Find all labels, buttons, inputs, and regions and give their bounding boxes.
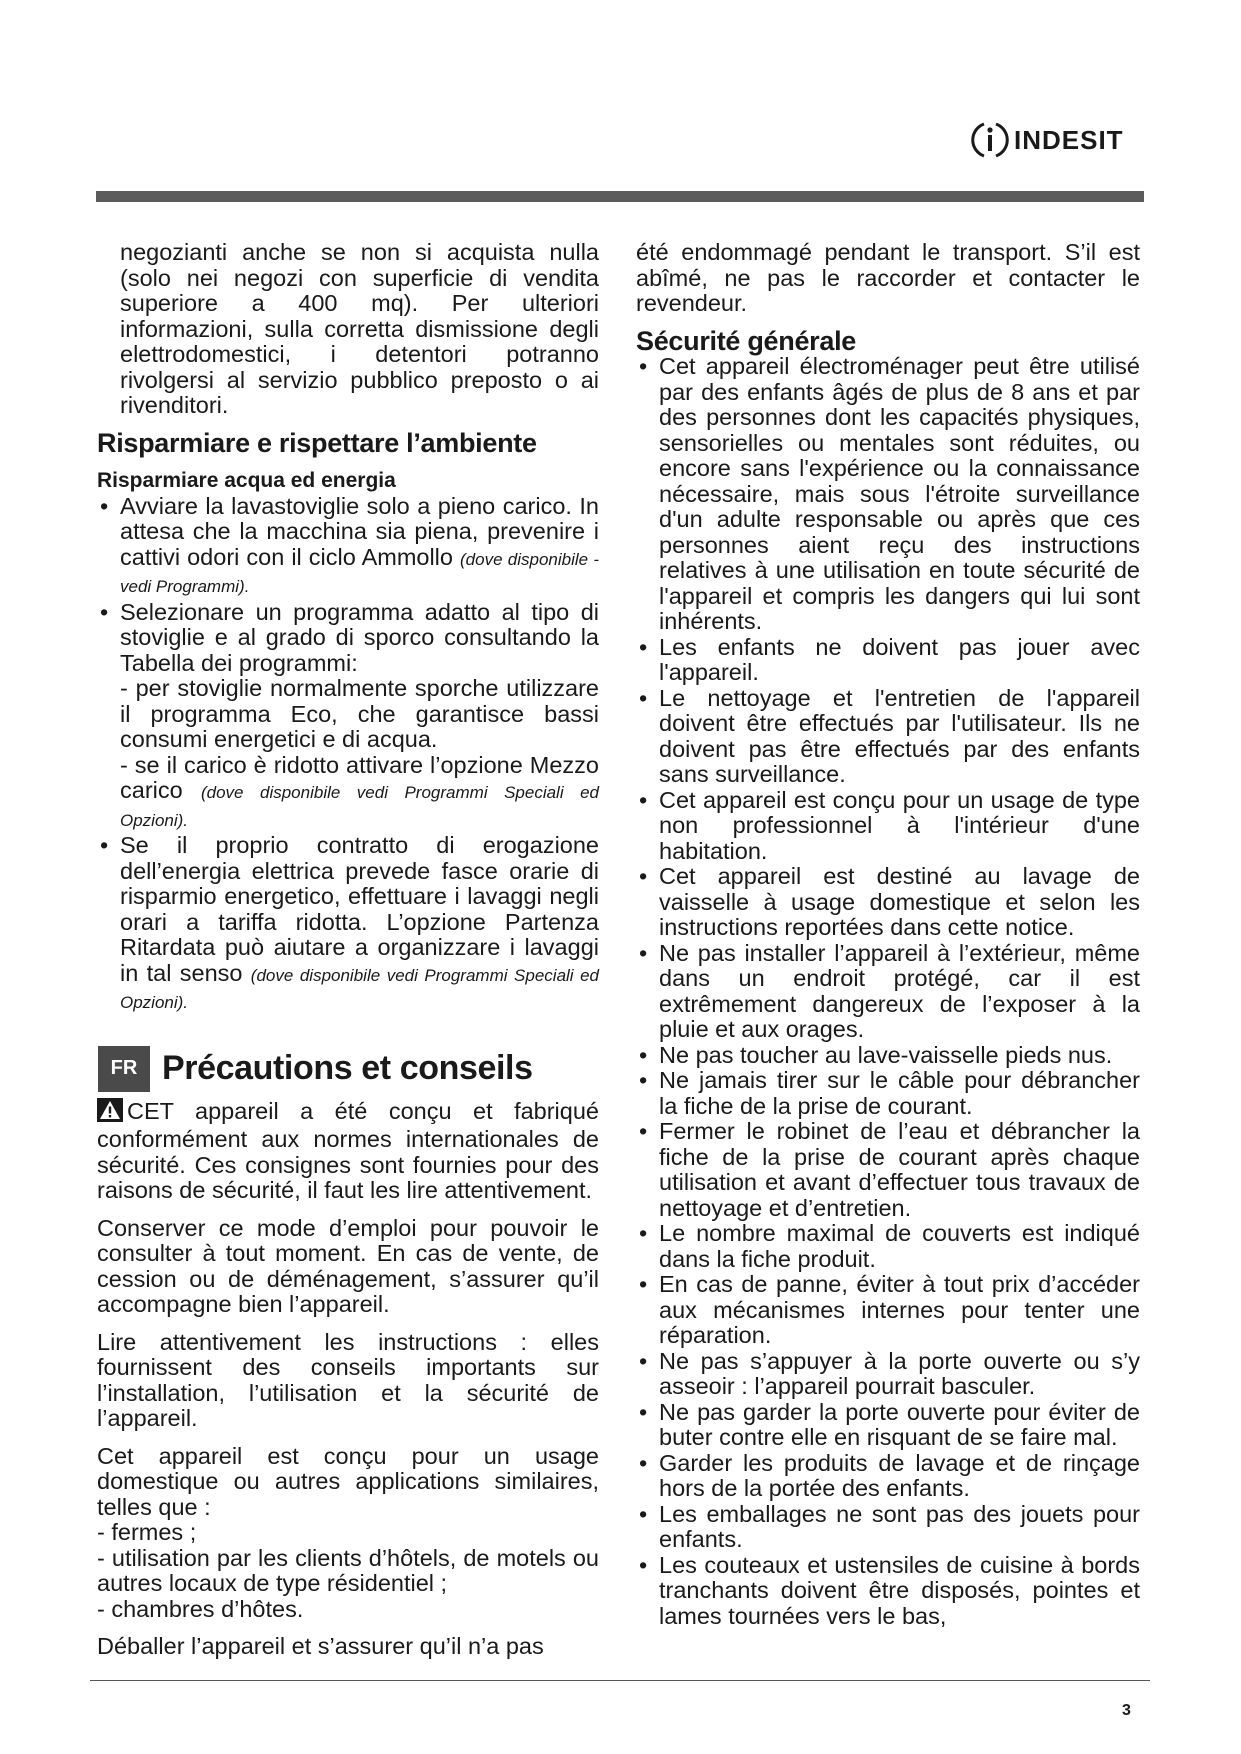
language-badge: FR xyxy=(98,1046,150,1092)
saving-tips-list xyxy=(97,494,599,1016)
safety-list xyxy=(636,354,1140,1629)
list-item: • Le nombre maximal de couverts est indiqué dans la fiche produit. xyxy=(636,1221,1140,1272)
list-item: • Garder les produits de lavage et de rinçage hors de la portée des enfants. xyxy=(636,1451,1140,1502)
right-column xyxy=(636,240,1140,1629)
footer-rule xyxy=(90,1680,1150,1681)
paragraph: Déballer l’appareil et s’assurer qu’il n’a pas xyxy=(97,1633,544,1659)
water-energy-subheading: Risparmiare acqua ed energia xyxy=(97,469,396,492)
list-item: • Ne pas s’appuyer à la porte ouverte ou s’y asseoir : l’appareil pourrait basculer. xyxy=(636,1349,1140,1400)
indesit-logo xyxy=(970,120,1124,160)
brand-name: INDESIT xyxy=(1014,124,1124,155)
list-item: • Ne pas toucher au lave-vaisselle pieds nus. xyxy=(636,1043,1140,1069)
environment-heading: Risparmiare e rispettare l’ambiente xyxy=(97,427,537,458)
list-item: • Ne jamais tirer sur le câble pour débrancher la fiche de la prise de courant. xyxy=(636,1068,1140,1119)
left-column xyxy=(97,240,599,1660)
section-title: Précautions et conseils xyxy=(162,1048,533,1087)
transport-paragraph: été endommagé pendant le transport. S’il est abîmé, ne pas le raccorder et contacter le revendeur. xyxy=(636,239,1140,316)
usage-paragraph: Cet appareil est conçu pour un usage domestique ou autres applications similaires, telles que : - fermes ; - utilisation par les clients d’hôtels, de motels ou autres locaux de type résidentiel ; - chambres d’hôtes. xyxy=(97,1442,599,1622)
list-item: • Selezionare un programma adatto al tipo di stoviglie e al grado di sporco consultando la Tabella dei programmi: - per stoviglie normalmente sporche utilizzare il programma Eco, che garantisce bassi consumi energetici e di acqua. - se il carico è ridotto attivare l’opzione Mezzo carico (dove disponibile vedi Programmi Speciali ed Opzioni). xyxy=(97,600,599,834)
warning-icon xyxy=(97,1098,123,1128)
list-item: • Le nettoyage et l'entretien de l'appareil doivent être effectués par l'utilisateur. Ils ne doivent pas être effectués par des enfants sans surveillance. xyxy=(636,686,1140,788)
list-item: • Les enfants ne doivent pas jouer avec l'appareil. xyxy=(636,635,1140,686)
list-item: • Cet appareil électroménager peut être utilisé par des enfants âgés de plus de 8 ans et par des personnes dont les capacités physiques, sensorielles ou mentales sont réduites, ou encore sans l'expérience ou la connaissance nécessaire, mais sous l'étroite surveillance d'un adulte responsable ou après que ces personnes aient reçu des instructions relatives à une utilisation en toute sécurité de l'appareil et compris les dangers qui lui sont inhérents. xyxy=(636,354,1140,635)
list-item: • Fermer le robinet de l’eau et débrancher la fiche de la prise de courant après chaque utilisation et avant d’effectuer tous travaux de nettoyage et d’entretien. xyxy=(636,1119,1140,1221)
intro-paragraph: CET appareil a été conçu et fabriqué conformément aux normes internationales de sécurité. Ces consignes sont fournies pour des raisons de sécurité, il faut les lire attentivement. xyxy=(97,1097,599,1203)
section-header-fr xyxy=(97,1046,599,1092)
page-number: 3 xyxy=(1122,1702,1131,1719)
paragraph: Lire attentivement les instructions : elles fournissent des conseils importants sur l’installation, l’utilisation et la sécurité de l’appareil. xyxy=(97,1328,599,1431)
list-item: • Cet appareil est destiné au lavage de vaisselle à usage domestique et selon les instructions reportées dans cette notice. xyxy=(636,864,1140,941)
list-item: • Les couteaux et ustensiles de cuisine à bords tranchants doivent être disposés, pointes et lames tournées vers le bas, xyxy=(636,1553,1140,1630)
list-item: • Ne pas garder la porte ouverte pour éviter de buter contre elle en risquant de se faire mal. xyxy=(636,1400,1140,1451)
list-item: • Les emballages ne sont pas des jouets pour enfants. xyxy=(636,1502,1140,1553)
indesit-i-icon xyxy=(970,120,1010,160)
list-item: • Avviare la lavastoviglie solo a pieno carico. In attesa che la macchina sia piena, prevenire i cattivi odori con il ciclo Ammollo (dove disponibile - vedi Programmi). xyxy=(97,494,599,600)
list-item: • Se il proprio contratto di erogazione dell’energia elettrica prevede fasce orarie di risparmio energetico, effettuare i lavaggi negli orari a tariffa ridotta. L’opzione Partenza Ritardata può aiutare a organizzare i lavaggi in tal senso (dove disponibile vedi Programmi Speciali ed Opzioni). xyxy=(97,833,599,1016)
general-safety-heading: Sécurité générale xyxy=(636,325,857,356)
list-item: • Cet appareil est conçu pour un usage de type non professionnel à l'intérieur d'une habitation. xyxy=(636,788,1140,865)
list-item: • En cas de panne, éviter à tout prix d’accéder aux mécanismes internes pour tenter une réparation. xyxy=(636,1272,1140,1349)
disposal-paragraph: negozianti anche se non si acquista nulla (solo nei negozi con superficie di vendita superiore a 400 mq). Per ulteriori informazioni, sulla corretta dismissione degli elettrodomestici, i detentori potranno rivolgersi al servizio pubblico preposto o ai rivenditori. xyxy=(120,239,599,418)
header-rule xyxy=(96,191,1144,202)
paragraph: Conserver ce mode d’emploi pour pouvoir le consulter à tout moment. En cas de vente, de cession ou de déménagement, s’assurer qu’il accompagne bien l’appareil. xyxy=(97,1214,599,1317)
list-item: • Ne pas installer l’appareil à l’extérieur, même dans un endroit protégé, car il est extrêmement dangereux de l’exposer à la pluie et aux orages. xyxy=(636,941,1140,1043)
